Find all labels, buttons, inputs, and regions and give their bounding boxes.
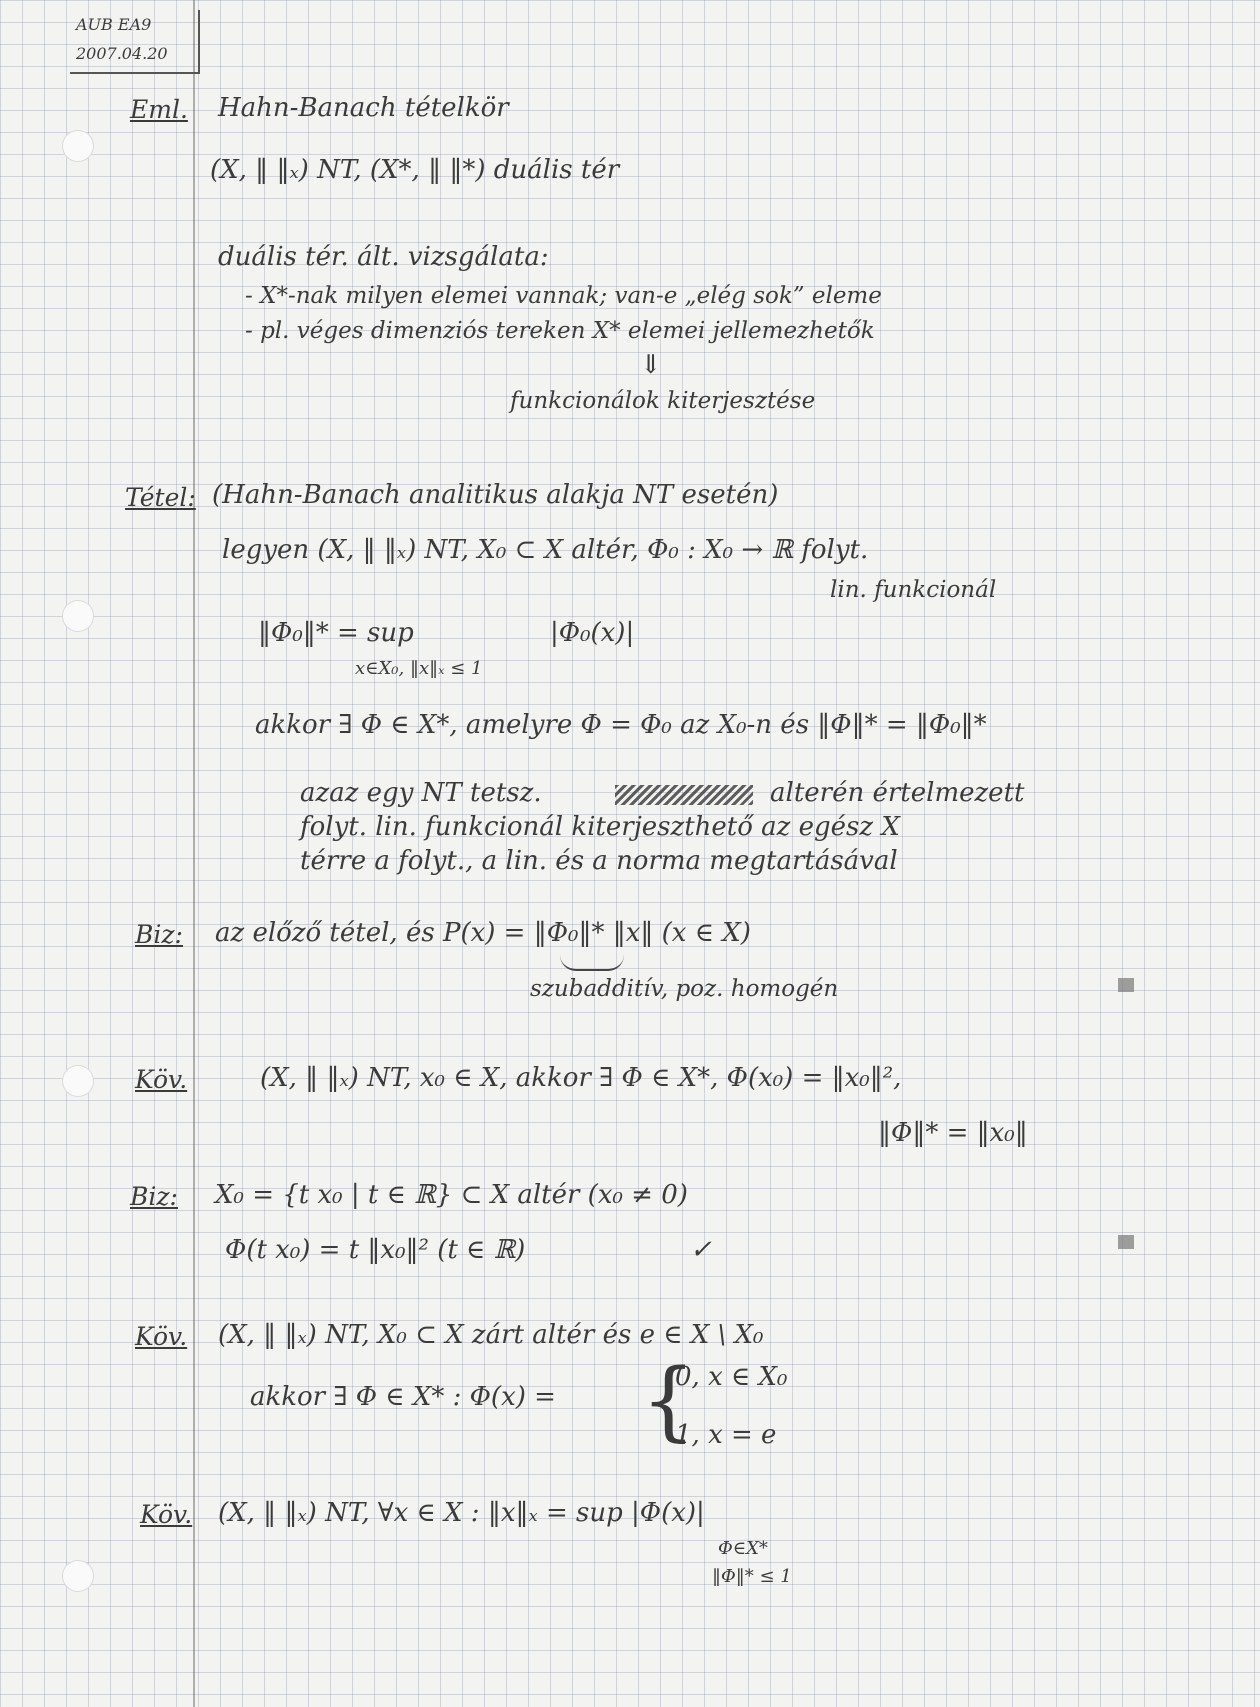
section-label-kov: Köv. (135, 1065, 188, 1094)
text-line: lin. funkcionál (830, 577, 997, 603)
text-line: (X, ‖ ‖ₓ) NT, x₀ ∈ X, akkor ∃ Φ ∈ X*, Φ(x₀) = ‖x₀‖², (260, 1063, 902, 1093)
punch-hole (62, 1560, 94, 1592)
section-label-eml: Eml. (130, 95, 188, 124)
section-label-kov: Köv. (140, 1500, 193, 1529)
case-line: 1, x = e (675, 1420, 777, 1450)
text-line: funkcionálok kiterjesztése (510, 388, 816, 414)
text-line: legyen (X, ‖ ‖ₓ) NT, X₀ ⊂ X altér, Φ₀ : X₀ → ℝ folyt. (222, 535, 869, 565)
text-line: (X, ‖ ‖ₓ) NT, (X*, ‖ ‖*) duális tér (210, 155, 620, 185)
text-line: Φ(t x₀) = t ‖x₀‖² (t ∈ ℝ) (225, 1235, 526, 1265)
text-line: alterén értelmezett (770, 778, 1025, 808)
section-title-hahn-banach: Hahn-Banach tételkör (218, 93, 509, 123)
margin-line (193, 0, 195, 1707)
text-line: térre a folyt., a lin. és a norma megtartásával (300, 846, 898, 876)
text-line: akkor ∃ Φ ∈ X* : Φ(x) = (250, 1382, 556, 1412)
punch-hole (62, 1065, 94, 1097)
text-line: azaz egy NT tetsz. (300, 778, 542, 808)
text-line: (X, ‖ ‖ₓ) NT, X₀ ⊂ X zárt altér és e ∈ X \ X₀ (218, 1320, 764, 1350)
check-mark-icon: ✓ (690, 1235, 712, 1265)
text-line: folyt. lin. funkcionál kiterjeszthető az egész X (300, 812, 900, 842)
text-line: akkor ∃ Φ ∈ X*, amelyre Φ = Φ₀ az X₀-n és ‖Φ‖* = ‖Φ₀‖* (255, 710, 987, 740)
theorem-title: (Hahn-Banach analitikus alakja NT esetén) (212, 480, 779, 510)
section-label-biz: Biz: (130, 1182, 178, 1211)
section-label-biz: Biz: (135, 920, 183, 949)
sup-subscript: ‖Φ‖* ≤ 1 (712, 1566, 792, 1587)
text-line: - X*-nak milyen elemei vannak; van-e „elég sok” eleme (245, 283, 882, 309)
text-line: duális tér. ált. vizsgálata: (218, 242, 549, 272)
text-line: ‖Φ‖* = ‖x₀‖ (878, 1118, 1028, 1148)
ink-smudge (1118, 1235, 1134, 1249)
text-line: (X, ‖ ‖ₓ) NT, ∀x ∈ X : ‖x‖ₓ = sup |Φ(x)| (218, 1498, 705, 1528)
section-label-kov: Köv. (135, 1322, 188, 1351)
text-line: X₀ = {t x₀ | t ∈ ℝ} ⊂ X altér (x₀ ≠ 0) (215, 1180, 688, 1210)
ink-smudge (1118, 978, 1134, 992)
norm-subscript: x∈X₀, ‖x‖ₓ ≤ 1 (355, 658, 483, 679)
punch-hole (62, 130, 94, 162)
implies-arrow: ⇓ (640, 350, 662, 380)
section-label-tetel: Tétel: (125, 483, 196, 512)
norm-rhs: |Φ₀(x)| (550, 618, 635, 648)
norm-lhs: ‖Φ₀‖* = sup (258, 618, 414, 648)
sup-subscript: Φ∈X* (718, 1538, 768, 1559)
punch-hole (62, 600, 94, 632)
cases-brace: { (641, 1351, 696, 1451)
case-line: 0, x ∈ X₀ (675, 1362, 788, 1392)
underbrace (560, 955, 624, 971)
text-line: az előző tétel, és P(x) = ‖Φ₀‖* ‖x‖ (x ∈ X) (215, 918, 751, 948)
header-course: AUB EA9 (76, 15, 152, 34)
text-line: - pl. véges dimenziós tereken X* elemei jellemezhetők (245, 318, 875, 344)
header-date: 2007.04.20 (76, 44, 168, 63)
text-line: szubadditív, poz. homogén (530, 976, 839, 1002)
crossed-out-word (615, 785, 753, 805)
